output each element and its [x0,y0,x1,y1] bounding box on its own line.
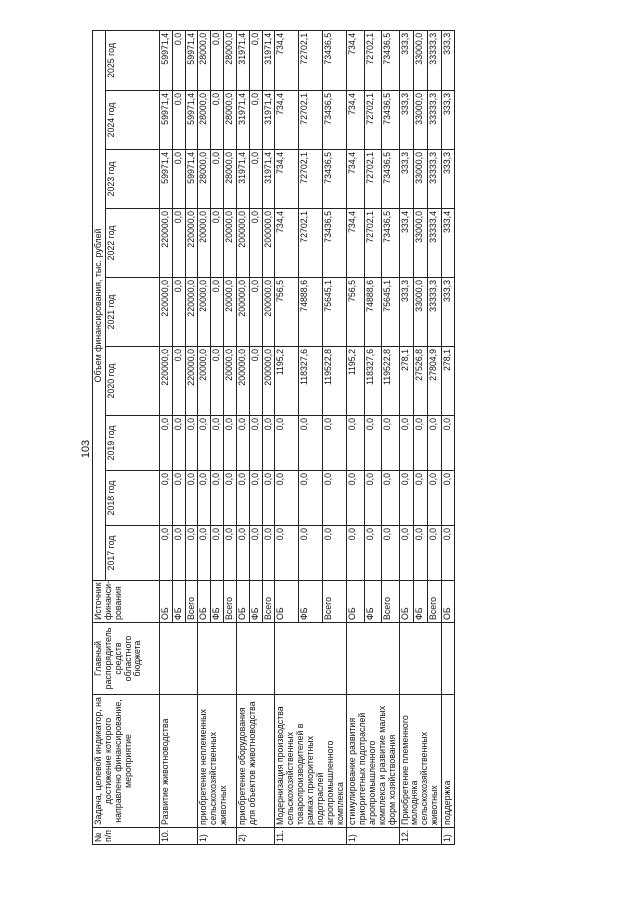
funding-value-cell: 0,0 [347,471,364,526]
funding-value-cell: 0,0 [382,526,399,581]
year-header: 2021 год [105,278,159,347]
funding-value-cell: 0,0 [399,416,413,471]
year-header: 2024 год [105,91,159,150]
funding-value-cell: 0,0 [427,471,441,526]
funding-value-cell: 33000,0 [413,209,427,278]
row-task: Модернизация производства сельскохозяйственных товаропроизводителей в рамках приоритетных подотраслей агропромышленного комплекса [275,695,347,828]
row-source: ОБ [159,581,172,623]
funding-value-cell: 20000,0 [224,347,237,416]
funding-value-cell: 220000,0 [185,347,198,416]
funding-value-cell: 333,3 [441,150,454,209]
funding-value-cell: 20000,0 [198,347,211,416]
funding-value-cell: 73436,5 [323,209,347,278]
funding-value-cell: 220000,0 [159,347,172,416]
year-header: 2022 год [105,209,159,278]
funding-value-cell: 734,4 [275,30,299,90]
row-manager [275,623,347,695]
row-manager [399,623,441,695]
funding-value-cell: 0,0 [249,416,262,471]
funding-value-cell: 220000,0 [159,209,172,278]
row-task: поддержка [441,695,454,828]
funding-value-cell: 0,0 [211,526,224,581]
funding-value-cell: 0,0 [224,471,237,526]
funding-value-cell: 734,4 [347,209,364,278]
funding-value-cell: 200000,0 [262,278,275,347]
funding-value-cell: 734,4 [347,150,364,209]
funding-value-cell: 31971,4 [262,150,275,209]
funding-value-cell: 0,0 [211,209,224,278]
funding-value-cell: 0,0 [323,416,347,471]
row-task: Приобретение племенного молодняка сельскохозяйственных животных [399,695,441,828]
funding-value-cell: 0,0 [347,526,364,581]
funding-value-cell: 0,0 [211,471,224,526]
funding-value-cell: 756,5 [275,278,299,347]
row-task: приобретение неплеменных сельскохозяйственных животных [198,695,237,828]
table-row [275,30,299,844]
row-source: Всего [427,581,441,623]
funding-value-cell: 59971,4 [185,30,198,90]
row-manager [347,623,399,695]
funding-value-cell: 200000,0 [262,209,275,278]
funding-value-cell: 0,0 [249,278,262,347]
funding-value-cell: 72702,1 [364,30,381,90]
funding-value-cell: 0,0 [236,526,249,581]
table-row [441,30,454,844]
funding-value-cell: 73436,5 [382,150,399,209]
header-row-1 [93,30,106,844]
funding-value-cell: 75645,1 [382,278,399,347]
funding-value-cell: 333,4 [399,209,413,278]
funding-value-cell: 0,0 [262,416,275,471]
funding-value-cell: 0,0 [441,416,454,471]
funding-value-cell: 27526,8 [413,347,427,416]
funding-value-cell: 0,0 [262,471,275,526]
row-manager [159,623,198,695]
funding-value-cell: 0,0 [364,471,381,526]
funding-value-cell: 756,5 [347,278,364,347]
funding-value-cell: 0,0 [441,471,454,526]
funding-value-cell: 0,0 [399,526,413,581]
funding-value-cell: 0,0 [262,526,275,581]
funding-value-cell: 0,0 [224,416,237,471]
row-source: Всего [185,581,198,623]
funding-value-cell: 0,0 [323,526,347,581]
funding-value-cell: 333,3 [399,30,413,90]
funding-value-cell: 20000,0 [224,209,237,278]
col-task-header: Задача, целевой индикатор, на достижение которого направлено финансирование, мероприятие [93,695,160,828]
funding-value-cell: 200000,0 [236,209,249,278]
year-header: 2023 год [105,150,159,209]
funding-value-cell: 220000,0 [185,278,198,347]
funding-value-cell: 0,0 [198,416,211,471]
funding-value-cell: 59971,4 [185,150,198,209]
funding-value-cell: 0,0 [382,471,399,526]
table-row [236,30,249,844]
funding-value-cell: 28000,0 [224,91,237,150]
funding-value-cell: 20000,0 [198,278,211,347]
funding-value-cell: 333,3 [441,278,454,347]
row-source: Всего [323,581,347,623]
funding-value-cell: 31971,4 [262,91,275,150]
funding-value-cell: 0,0 [347,416,364,471]
funding-value-cell: 734,4 [275,209,299,278]
funding-value-cell: 0,0 [211,278,224,347]
funding-value-cell: 0,0 [427,526,441,581]
funding-value-cell: 33000,0 [413,278,427,347]
funding-value-cell: 0,0 [413,416,427,471]
funding-value-cell: 0,0 [413,471,427,526]
funding-value-cell: 0,0 [185,471,198,526]
year-header: 2025 год [105,30,159,90]
funding-value-cell: 0,0 [172,150,185,209]
row-source: ФБ [172,581,185,623]
funding-value-cell: 0,0 [323,471,347,526]
funding-value-cell: 0,0 [364,416,381,471]
funding-value-cell: 33333,3 [427,278,441,347]
funding-value-cell: 20000,0 [198,209,211,278]
funding-value-cell: 0,0 [172,526,185,581]
row-source: ОБ [236,581,249,623]
funding-value-cell: 1195,2 [347,347,364,416]
funding-value-cell: 0,0 [211,30,224,90]
year-header: 2018 год [105,471,159,526]
funding-value-cell: 0,0 [224,526,237,581]
year-header: 2017 год [105,526,159,581]
funding-value-cell: 734,4 [347,91,364,150]
row-source: ФБ [413,581,427,623]
funding-value-cell: 0,0 [211,347,224,416]
funding-value-cell: 119522,8 [323,347,347,416]
funding-value-cell: 0,0 [172,471,185,526]
row-source: Всего [382,581,399,623]
funding-value-cell: 73436,5 [382,30,399,90]
funding-value-cell: 278,1 [399,347,413,416]
table-row [347,30,364,844]
rotated-page-frame [92,31,605,845]
funding-value-cell: 0,0 [172,347,185,416]
funding-value-cell: 220000,0 [185,209,198,278]
row-number: 12. [399,828,441,845]
funding-value-cell: 118327,6 [364,347,381,416]
funding-value-cell: 0,0 [249,526,262,581]
funding-value-cell: 0,0 [159,416,172,471]
funding-value-cell: 333,3 [441,30,454,90]
funding-value-cell: 28000,0 [224,30,237,90]
row-source: Всего [224,581,237,623]
page-number: 103 [80,439,93,459]
funding-value-cell: 0,0 [427,416,441,471]
funding-value-cell: 73436,5 [323,91,347,150]
row-source: ОБ [198,581,211,623]
row-source: ОБ [275,581,299,623]
row-source: ФБ [211,581,224,623]
funding-value-cell: 33333,3 [427,30,441,90]
funding-value-cell: 0,0 [211,150,224,209]
funding-value-cell: 0,0 [172,209,185,278]
funding-value-cell: 33333,4 [427,209,441,278]
funding-value-cell: 734,4 [275,150,299,209]
table-row [399,30,413,844]
funding-value-cell: 59971,4 [159,30,172,90]
funding-value-cell: 72702,1 [299,91,323,150]
funding-value-cell: 0,0 [275,416,299,471]
funding-value-cell: 0,0 [275,526,299,581]
funding-value-cell: 33000,0 [413,30,427,90]
funding-value-cell: 72702,1 [364,209,381,278]
funding-value-cell: 0,0 [441,526,454,581]
funding-value-cell: 0,0 [198,526,211,581]
row-source: Всего [262,581,275,623]
funding-value-cell: 0,0 [172,278,185,347]
table-row [159,30,172,844]
funding-value-cell: 72702,1 [364,91,381,150]
funding-value-cell: 119522,8 [382,347,399,416]
funding-value-cell: 200000,0 [262,347,275,416]
funding-value-cell: 333,3 [399,150,413,209]
funding-value-cell: 118327,6 [299,347,323,416]
funding-value-cell: 0,0 [172,91,185,150]
funding-value-cell: 28000,0 [198,150,211,209]
funding-value-cell: 200000,0 [236,278,249,347]
funding-value-cell: 0,0 [185,526,198,581]
funding-value-cell: 27804,9 [427,347,441,416]
row-number: 10. [159,828,198,845]
funding-value-cell: 333,3 [399,91,413,150]
funding-value-cell: 59971,4 [159,91,172,150]
row-number: 1) [441,828,454,845]
funding-value-cell: 0,0 [299,526,323,581]
funding-value-cell: 333,3 [399,278,413,347]
funding-value-cell: 31971,4 [236,91,249,150]
funding-value-cell: 0,0 [172,416,185,471]
funding-value-cell: 31971,4 [236,150,249,209]
funding-value-cell: 0,0 [249,347,262,416]
funding-value-cell: 0,0 [185,416,198,471]
funding-value-cell: 72702,1 [299,30,323,90]
funding-value-cell: 28000,0 [198,30,211,90]
funding-value-cell: 0,0 [413,526,427,581]
funding-value-cell: 1195,2 [275,347,299,416]
funding-value-cell: 72702,1 [364,150,381,209]
row-source: ФБ [249,581,262,623]
row-manager [236,623,275,695]
col-manager-header: Главный распорядитель средств областного бюджета [93,623,160,695]
funding-value-cell: 0,0 [364,526,381,581]
funding-value-cell: 0,0 [382,416,399,471]
row-task: приобретение оборудования для объектов животноводства [236,695,275,828]
funding-value-cell: 0,0 [211,91,224,150]
funding-value-cell: 33000,0 [413,150,427,209]
funding-value-cell: 73436,5 [323,150,347,209]
funding-value-cell: 0,0 [249,209,262,278]
year-header: 2019 год [105,416,159,471]
row-number: 11. [275,828,347,845]
funding-value-cell: 0,0 [249,91,262,150]
funding-value-cell: 33333,3 [427,150,441,209]
funding-value-cell: 333,4 [441,209,454,278]
funding-value-cell: 0,0 [249,30,262,90]
funding-value-cell: 0,0 [249,471,262,526]
row-task: Развитие животноводства [159,695,198,828]
funding-value-cell: 0,0 [275,471,299,526]
funding-value-cell: 28000,0 [224,150,237,209]
funding-value-cell: 59971,4 [185,91,198,150]
funding-value-cell: 0,0 [399,471,413,526]
funding-value-cell: 73436,5 [382,209,399,278]
row-manager [441,623,454,695]
funding-value-cell: 734,4 [347,30,364,90]
funding-value-cell: 0,0 [299,471,323,526]
funding-value-cell: 0,0 [159,471,172,526]
funding-value-cell: 0,0 [236,416,249,471]
funding-value-cell: 0,0 [159,526,172,581]
funding-value-cell: 0,0 [198,471,211,526]
row-number: 1) [198,828,237,845]
row-source: ОБ [399,581,413,623]
funding-value-cell: 75645,1 [323,278,347,347]
funding-value-cell: 0,0 [299,416,323,471]
funding-value-cell: 0,0 [211,416,224,471]
row-manager [198,623,237,695]
row-task: стимулирование развития приоритетных подотраслей агропромышленного комплекса и развитие малых форм хозяйствования [347,695,399,828]
year-header: 2020 год [105,347,159,416]
funding-value-cell: 278,1 [441,347,454,416]
funding-value-cell: 734,4 [275,91,299,150]
funding-table [92,30,455,845]
row-source: ФБ [299,581,323,623]
funding-value-cell: 73436,5 [323,30,347,90]
funding-value-cell: 333,3 [441,91,454,150]
funding-value-cell: 73436,5 [382,91,399,150]
funding-value-cell: 31971,4 [236,30,249,90]
row-source: ФБ [364,581,381,623]
row-source: ОБ [441,581,454,623]
funding-value-cell: 0,0 [236,471,249,526]
col-source-header: Источник финанси-рования [93,581,160,623]
table-row [198,30,211,844]
funding-title-header: Объем финансирования, тыс. рублей [93,30,106,580]
row-number: 1) [347,828,399,845]
table-body [159,30,454,844]
funding-value-cell: 31971,4 [262,30,275,90]
funding-value-cell: 0,0 [249,150,262,209]
funding-value-cell: 0,0 [172,30,185,90]
funding-value-cell: 59971,4 [159,150,172,209]
row-number: 2) [236,828,275,845]
funding-value-cell: 72702,1 [299,150,323,209]
funding-value-cell: 33333,3 [427,91,441,150]
funding-value-cell: 72702,1 [299,209,323,278]
funding-value-cell: 20000,0 [224,278,237,347]
col-number-header: № п/п [93,828,160,845]
row-source: ОБ [347,581,364,623]
funding-value-cell: 74888,6 [299,278,323,347]
funding-value-cell: 220000,0 [159,278,172,347]
funding-value-cell: 28000,0 [198,91,211,150]
funding-value-cell: 74888,6 [364,278,381,347]
funding-value-cell: 33000,0 [413,91,427,150]
funding-value-cell: 200000,0 [236,347,249,416]
